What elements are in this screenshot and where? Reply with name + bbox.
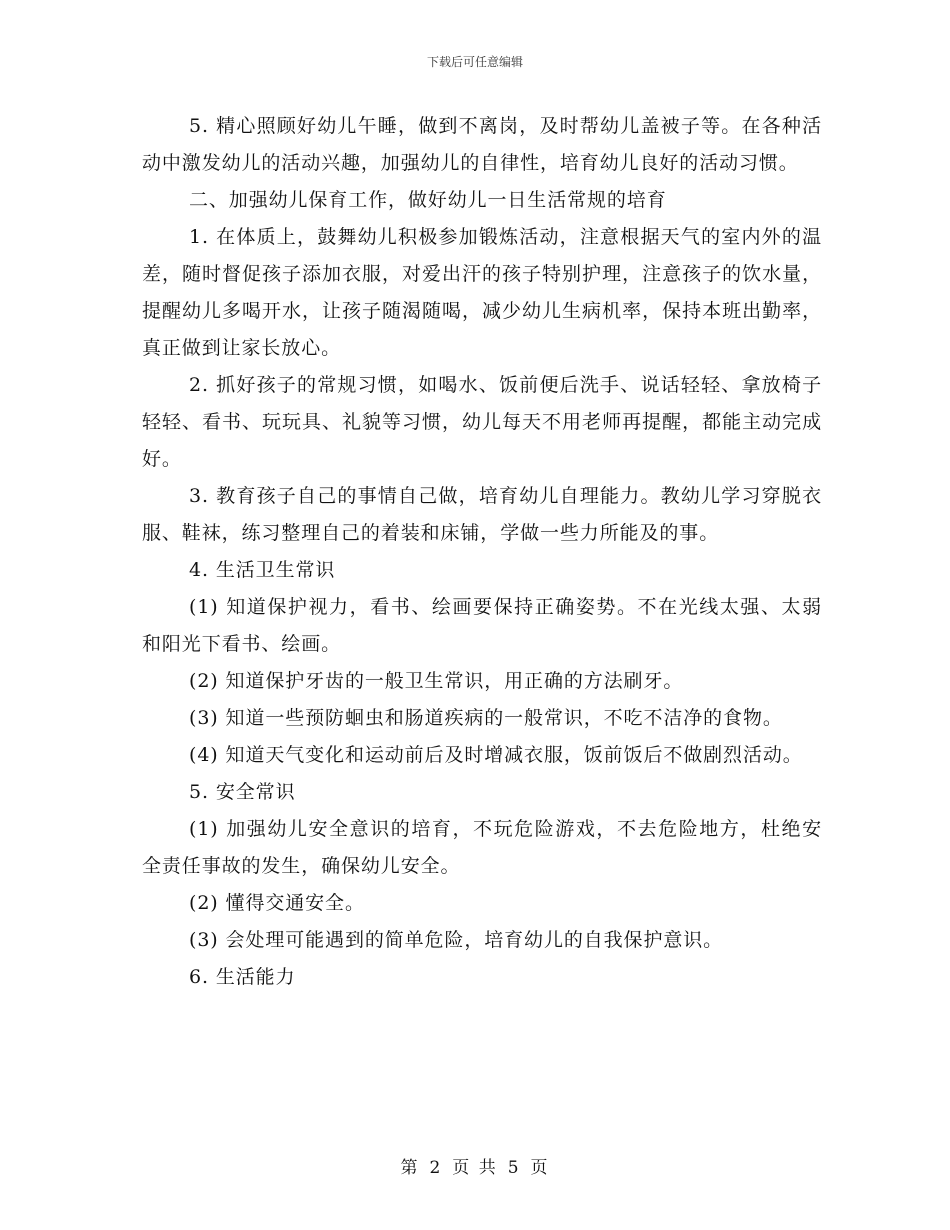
list-item: (1) 加强幼儿安全意识的培育，不玩危险游戏，不去危险地方，杜绝安全责任事故的发生，确保幼儿安全。 bbox=[142, 818, 822, 877]
footer-prefix: 第 bbox=[400, 1158, 420, 1178]
list-item: (4) 知道天气变化和运动前后及时增减衣服，饭前饭后不做剧烈活动。 bbox=[189, 744, 803, 766]
footer-total-pages: 5 bbox=[507, 1158, 521, 1178]
footer-page-number: 2 bbox=[429, 1158, 443, 1178]
paragraph: 5. 精心照顾好幼儿午睡，做到不离岗，及时帮幼儿盖被子等。在各种活动中激发幼儿的活动兴趣，加强幼儿的自律性，培育幼儿良好的活动习惯。 bbox=[142, 115, 822, 174]
paragraph: 2. 抓好孩子的常规习惯，如喝水、饭前便后洗手、说话轻轻、拿放椅子轻轻、看书、玩玩具、礼貌等习惯，幼儿每天不用老师再提醒，都能主动完成好。 bbox=[142, 374, 822, 470]
list-item: (2) 知道保护牙齿的一般卫生常识，用正确的方法刷牙。 bbox=[189, 670, 684, 692]
page-footer bbox=[0, 1153, 950, 1178]
subsection-heading: 6. 生活能力 bbox=[189, 966, 296, 988]
subsection-heading: 5. 安全常识 bbox=[189, 781, 296, 803]
paragraph: 3. 教育孩子自己的事情自己做，培育幼儿自理能力。教幼儿学习穿脱衣服、鞋袜，练习整理自己的着装和床铺，学做一些力所能及的事。 bbox=[142, 485, 822, 544]
list-item: (1) 知道保护视力，看书、绘画要保持正确姿势。不在光线太强、太弱和阳光下看书、绘画。 bbox=[142, 596, 822, 655]
paragraph: 1. 在体质上，鼓舞幼儿积极参加锻炼活动，注意根据天气的室内外的温差，随时督促孩子添加衣服，对爱出汗的孩子特别护理，注意孩子的饮水量，提醒幼儿多喝开水，让孩子随渴随喝，减少幼儿生病机率，保持本班出勤率，真正做到让家长放心。 bbox=[142, 226, 822, 359]
page-header-note: 下载后可任意编辑 bbox=[426, 55, 523, 69]
document-body bbox=[142, 108, 822, 996]
footer-suffix: 页 bbox=[530, 1158, 550, 1178]
list-item: (2) 懂得交通安全。 bbox=[189, 892, 365, 914]
footer-middle: 页 共 bbox=[452, 1158, 498, 1178]
section-heading: 二、加强幼儿保育工作，做好幼儿一日生活常规的培育 bbox=[189, 189, 667, 211]
list-item: (3) 会处理可能遇到的简单危险，培育幼儿的自我保护意识。 bbox=[189, 929, 724, 951]
subsection-heading: 4. 生活卫生常识 bbox=[189, 559, 336, 581]
list-item: (3) 知道一些预防蛔虫和肠道疾病的一般常识，不吃不洁净的食物。 bbox=[189, 707, 783, 729]
